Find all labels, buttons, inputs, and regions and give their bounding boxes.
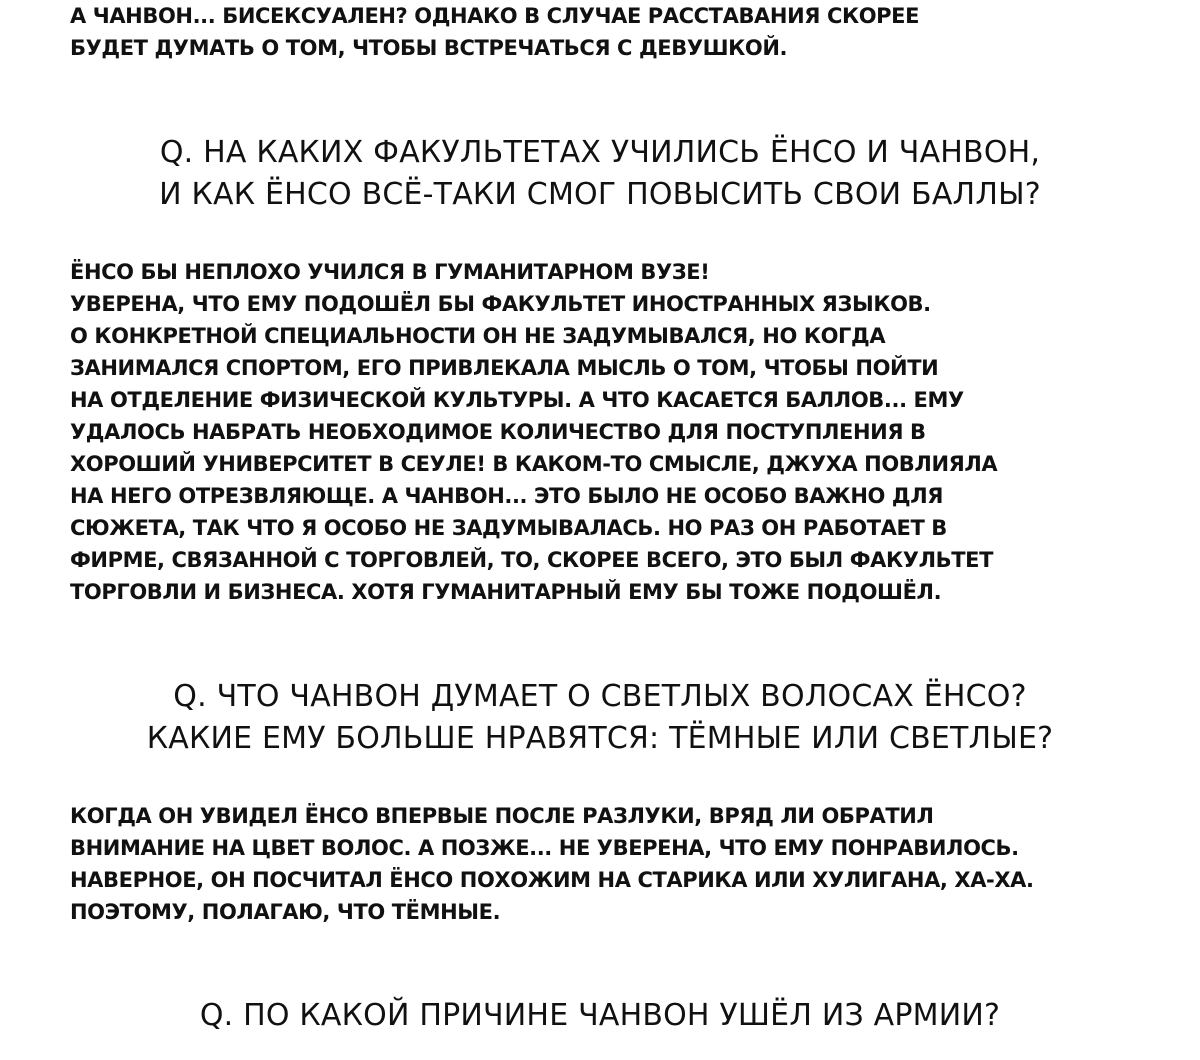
question-heading-line: Q. ЧТО ЧАНВОН ДУМАЕТ О СВЕТЛЫХ ВОЛОСАХ ЁНСО? [173,679,1027,714]
answer-line: ЁНСО БЫ НЕПЛОХО УЧИЛСЯ В ГУМАНИТАРНОМ ВУЗЕ! [70,260,710,284]
answer-line: КОГДА ОН УВИДЕЛ ЁНСО ВПЕРВЫЕ ПОСЛЕ РАЗЛУКИ, ВРЯД ЛИ ОБРАТИЛ [70,804,934,828]
answer-line: СЮЖЕТА, ТАК ЧТО Я ОСОБО НЕ ЗАДУМЫВАЛАСЬ. НО РАЗ ОН РАБОТАЕТ В [70,516,947,540]
answer-line: ВНИМАНИЕ НА ЦВЕТ ВОЛОС. А ПОЗЖЕ... НЕ УВЕРЕНА, ЧТО ЕМУ ПОНРАВИЛОСЬ. [70,836,1019,860]
answer-line: УДАЛОСЬ НАБРАТЬ НЕОБХОДИМОЕ КОЛИЧЕСТВО ДЛЯ ПОСТУПЛЕНИЯ В [70,420,926,444]
answer-line: ТОРГОВЛИ И БИЗНЕСА. ХОТЯ ГУМАНИТАРНЫЙ ЕМУ БЫ ТОЖЕ ПОДОШЁЛ. [70,580,942,604]
answer-line: НА НЕГО ОТРЕЗВЛЯЮЩЕ. А ЧАНВОН... ЭТО БЫЛО НЕ ОСОБО ВАЖНО ДЛЯ [70,484,944,508]
answer-line: ФИРМЕ, СВЯЗАННОЙ С ТОРГОВЛЕЙ, ТО, СКОРЕЕ ВСЕГО, ЭТО БЫЛ ФАКУЛЬТЕТ [70,548,994,572]
answer-line: А ЧАНВОН... БИСЕКСУАЛЕН? ОДНАКО В СЛУЧАЕ РАССТАВАНИЯ СКОРЕЕ [70,4,920,28]
answer-line: ЗАНИМАЛСЯ СПОРТОМ, ЕГО ПРИВЛЕКАЛА МЫСЛЬ О ТОМ, ЧТОБЫ ПОЙТИ [70,356,939,380]
question-heading-line: Q. НА КАКИХ ФАКУЛЬТЕТАХ УЧИЛИСЬ ЁНСО И ЧАНВОН, [159,135,1041,170]
answer-line: НА ОТДЕЛЕНИЕ ФИЗИЧЕСКОЙ КУЛЬТУРЫ. А ЧТО КАСАЕТСЯ БАЛЛОВ... ЕМУ [70,388,964,412]
answer-line: УВЕРЕНА, ЧТО ЕМУ ПОДОШЁЛ БЫ ФАКУЛЬТЕТ ИНОСТРАННЫХ ЯЗЫКОВ. [70,292,931,316]
question-heading-line: И КАК ЁНСО ВСЁ-ТАКИ СМОГ ПОВЫСИТЬ СВОИ БАЛЛЫ? [159,177,1041,212]
question-heading-line: КАКИЕ ЕМУ БОЛЬШЕ НРАВЯТСЯ: ТЁМНЫЕ ИЛИ СВЕТЛЫЕ? [146,721,1054,756]
answer-line: О КОНКРЕТНОЙ СПЕЦИАЛЬНОСТИ ОН НЕ ЗАДУМЫВАЛСЯ, НО КОГДА [70,324,886,348]
answer-line: ХОРОШИЙ УНИВЕРСИТЕТ В СЕУЛЕ! В КАКОМ-ТО СМЫСЛЕ, ДЖУХА ПОВЛИЯЛА [70,452,998,476]
question-heading-line: Q. ПО КАКОЙ ПРИЧИНЕ ЧАНВОН УШЁЛ ИЗ АРМИИ? [199,998,1001,1033]
answer-line: БУДЕТ ДУМАТЬ О ТОМ, ЧТОБЫ ВСТРЕЧАТЬСЯ С ДЕВУШКОЙ. [70,36,788,60]
answer-line: НАВЕРНОЕ, ОН ПОСЧИТАЛ ЁНСО ПОХОЖИМ НА СТАРИКА ИЛИ ХУЛИГАНА, ХА-ХА. [70,868,1034,892]
answer-line: ПОЭТОМУ, ПОЛАГАЮ, ЧТО ТЁМНЫЕ. [70,900,501,924]
